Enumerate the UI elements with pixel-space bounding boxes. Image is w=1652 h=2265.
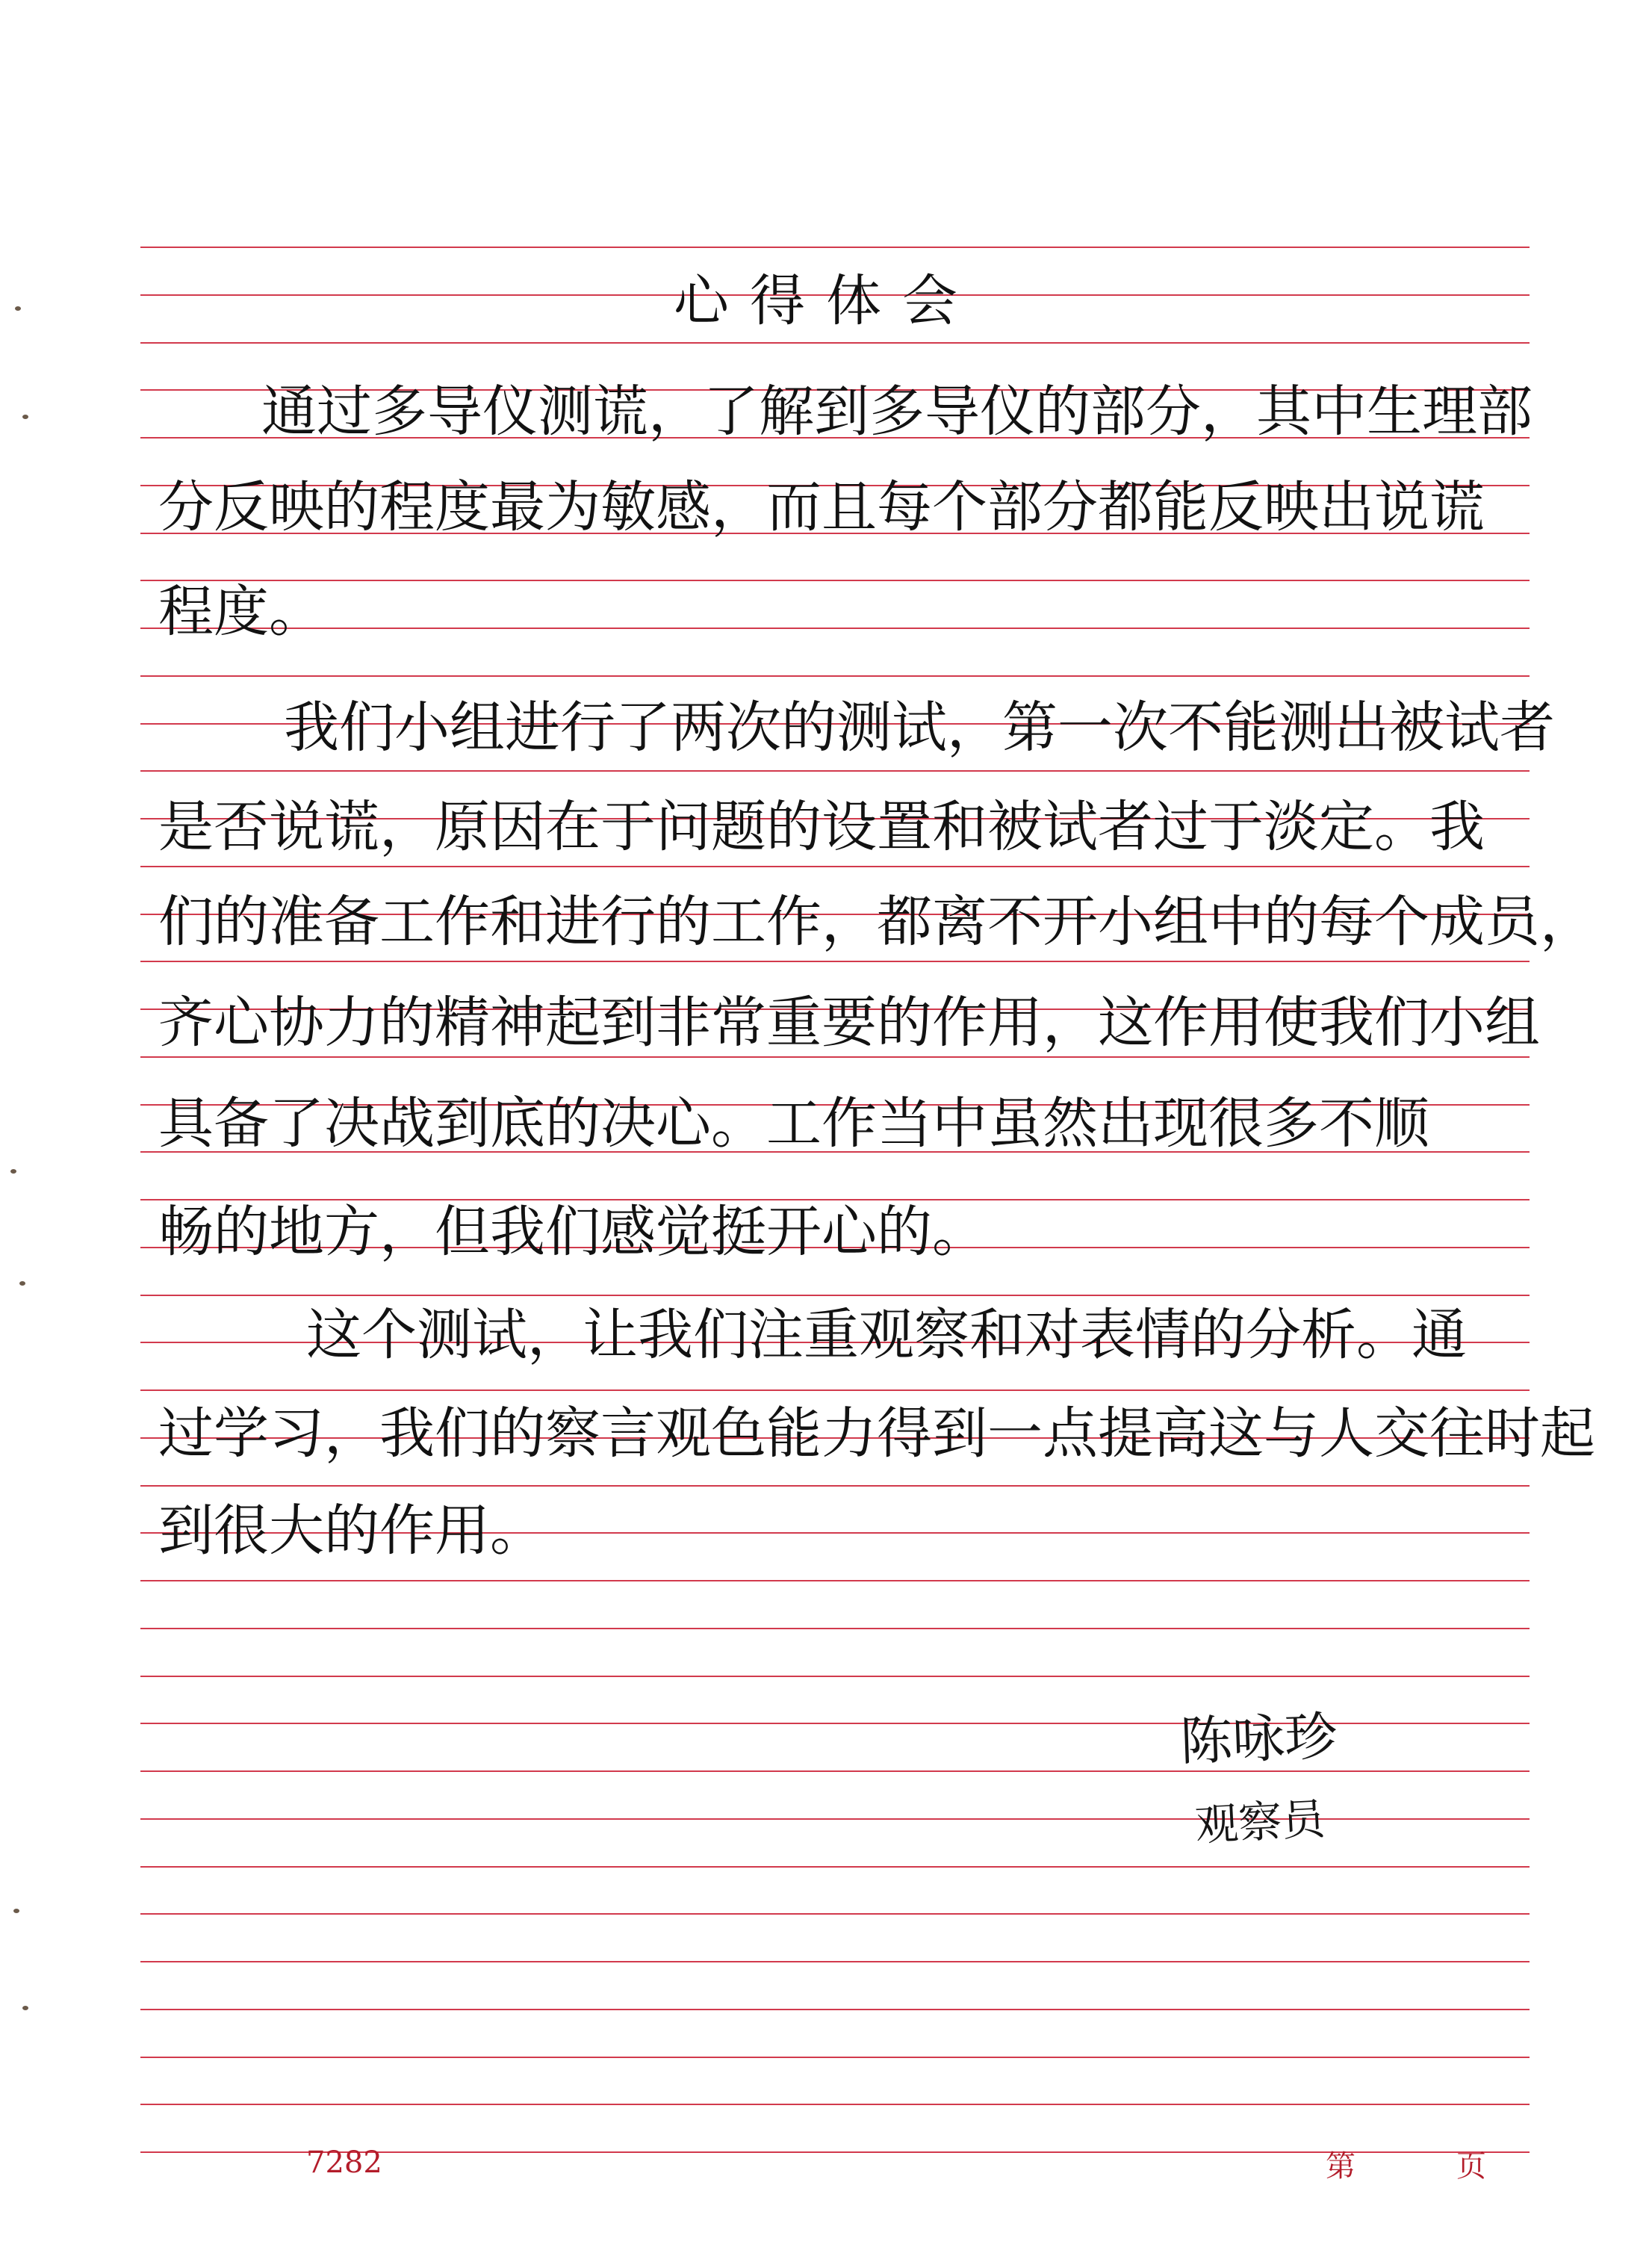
ruled-line xyxy=(140,675,1530,677)
ruled-line xyxy=(140,1676,1530,1677)
essay-title: 心得体会 xyxy=(674,269,978,333)
ruled-line xyxy=(140,1866,1530,1868)
ruled-line xyxy=(140,1580,1530,1581)
essay-line: 到很大的作用。 xyxy=(158,1499,545,1563)
signer-role: 观察员 xyxy=(1193,1793,1326,1851)
scan-speck xyxy=(10,1169,16,1174)
essay-line: 畅的地方，但我们感觉挺开心的。 xyxy=(158,1200,987,1264)
essay-line: 们的准备工作和进行的工作，都离不开小组中的每个成员， xyxy=(158,890,1595,954)
page-label-suffix: 页 xyxy=(1456,2149,1486,2184)
sheet-number: 7282 xyxy=(306,2145,382,2180)
scan-speck xyxy=(13,1909,19,1913)
ruled-line xyxy=(140,2009,1530,2010)
essay-line: 过学习，我们的察言观色能力得到一点提高这与人交往时起 xyxy=(158,1401,1595,1466)
ruled-line xyxy=(140,2057,1530,2058)
ruled-line xyxy=(140,1913,1530,1915)
ruled-line xyxy=(140,1961,1530,1962)
ruled-line xyxy=(140,866,1530,867)
essay-line: 是否说谎，原因在于问题的设置和被试者过于淡定。我 xyxy=(158,795,1485,859)
essay-line: 这个测试，让我们注重观察和对表情的分析。通 xyxy=(306,1303,1467,1367)
essay-line: 通过多导仪测谎，了解到多导仪的部分，其中生理部 xyxy=(261,379,1533,444)
essay-line: 具备了决战到底的决心。工作当中虽然出现很多不顺 xyxy=(158,1091,1429,1156)
ruled-line xyxy=(140,342,1530,344)
scan-speck xyxy=(22,415,28,419)
essay-line: 齐心协力的精神起到非常重要的作用，这作用使我们小组 xyxy=(158,991,1540,1055)
ruled-line xyxy=(140,2104,1530,2105)
ruled-line xyxy=(140,1628,1530,1629)
ruled-line xyxy=(140,628,1530,629)
essay-line: 分反映的程度最为敏感，而且每个部分都能反映出说谎 xyxy=(158,475,1485,539)
scan-speck xyxy=(19,1281,25,1286)
scan-speck xyxy=(22,2006,28,2010)
ruled-line xyxy=(140,580,1530,581)
signature: 陈咏珍 xyxy=(1179,1705,1338,1773)
ruled-line xyxy=(140,247,1530,248)
essay-line: 程度。 xyxy=(158,580,324,644)
ruled-line xyxy=(140,961,1530,962)
ruled-line xyxy=(140,770,1530,772)
essay-line: 我们小组进行了两次的测试，第一次不能测出被试者 xyxy=(284,695,1555,760)
ruled-line xyxy=(140,1770,1530,1772)
scan-speck xyxy=(15,306,21,311)
page-label-prefix: 第 xyxy=(1326,2149,1356,2184)
